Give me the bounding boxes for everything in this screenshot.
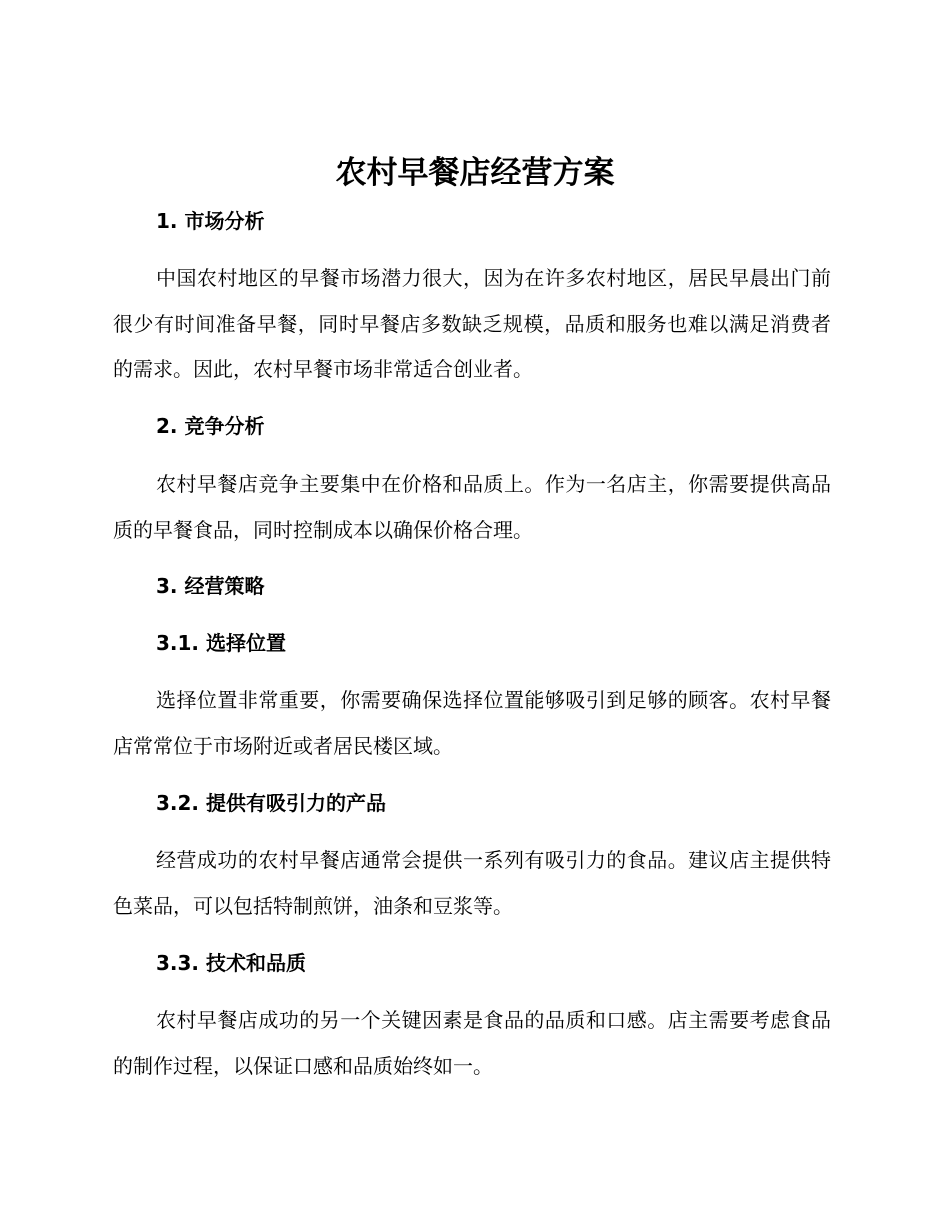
document-title: 农村早餐店经营方案 (335, 155, 615, 191)
section-heading-business-strategy: 3. 经营策略 (156, 574, 265, 598)
section-heading-competition-analysis: 2. 竞争分析 (156, 414, 265, 438)
section-heading-market-analysis: 1. 市场分析 (156, 209, 265, 233)
section-heading-attractive-products: 3.2. 提供有吸引力的产品 (156, 791, 386, 815)
section-paragraph-choose-location: 选择位置非常重要，你需要确保选择位置能够吸引到足够的顾客。农村早餐店常常位于市场附近或者居民楼区域。 (113, 688, 831, 758)
section-heading-technique-quality: 3.3. 技术和品质 (156, 951, 306, 975)
section-paragraph-attractive-products: 经营成功的农村早餐店通常会提供一系列有吸引力的食品。建议店主提供特色菜品，可以包括特制煎饼，油条和豆浆等。 (113, 848, 831, 918)
section-paragraph-market-analysis: 中国农村地区的早餐市场潜力很大，因为在许多农村地区，居民早晨出门前很少有时间准备早餐，同时早餐店多数缺乏规模，品质和服务也难以满足消费者的需求。因此，农村早餐市场非常适合创业者。 (113, 266, 831, 381)
section-heading-choose-location: 3.1. 选择位置 (156, 631, 286, 655)
section-paragraph-competition-analysis: 农村早餐店竞争主要集中在价格和品质上。作为一名店主，你需要提供高品质的早餐食品，同时控制成本以确保价格合理。 (113, 472, 831, 542)
section-paragraph-technique-quality: 农村早餐店成功的另一个关键因素是食品的品质和口感。店主需要考虑食品的制作过程，以保证口感和品质始终如一。 (113, 1008, 831, 1078)
